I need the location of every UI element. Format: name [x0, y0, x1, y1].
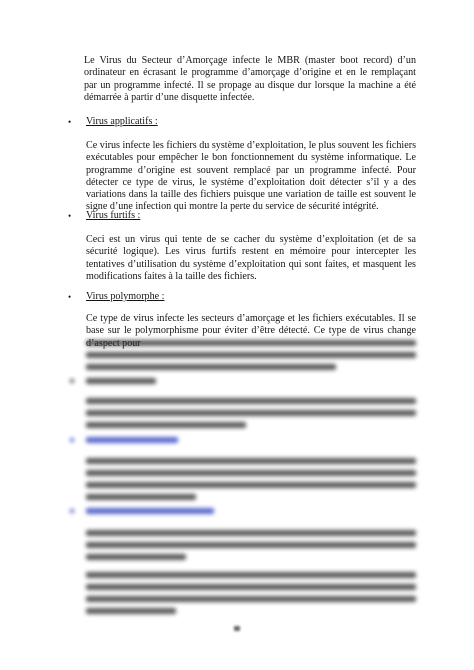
section-heading-virus-furtifs: Virus furtifs :	[86, 210, 141, 221]
bullet-icon: •	[68, 211, 72, 221]
section-heading-virus-polymorphe: Virus polymorphe :	[86, 291, 165, 302]
section-body-virus-applicatifs: Ce virus infecte les fichiers du système d’exploitation, le plus souvent les fichiers exécutables pour empêcher le bon fonctionnement du système informatique. Le programme d’origine est souvent remplacé par un programme infecté. Pour détecter ce type de virus, le système d’exploitation doit détecter s’il y a des variations dans la taille des fichiers puisque une variation de taille est souvent le signe d’une infection qui montre la perte du service de sécurité intégrité.	[86, 140, 416, 213]
intro-paragraph: Le Virus du Secteur d’Amorçage infecte le MBR (master boot record) d’un ordinateur en écrasant le programme d’amorçage d’origine et en le remplaçant par un programme infecté. Il se propage au disque dur lorsque la machine a été démarrée à partir d’une disquette infectée.	[84, 55, 416, 103]
section-heading-virus-applicatifs: Virus applicatifs :	[86, 116, 158, 127]
section-body-virus-furtifs: Ceci est un virus qui tente de se cacher du système d’exploitation (et de sa sécurité logique). Les virus furtifs restent en mémoire pour intercepter les tentatives d’utilisation du système d’exploitation qui sont faites, et masquent les modifications faites à la taille des fichiers.	[86, 234, 416, 282]
section-body-virus-polymorphe: Ce type de virus infecte les secteurs d’amorçage et les fichiers exécutables. Il se base sur le polymorphisme pour éviter d’être détecté. Ce type de virus change	[86, 313, 416, 337]
bullet-icon: •	[68, 292, 72, 302]
bullet-icon: •	[68, 117, 72, 127]
